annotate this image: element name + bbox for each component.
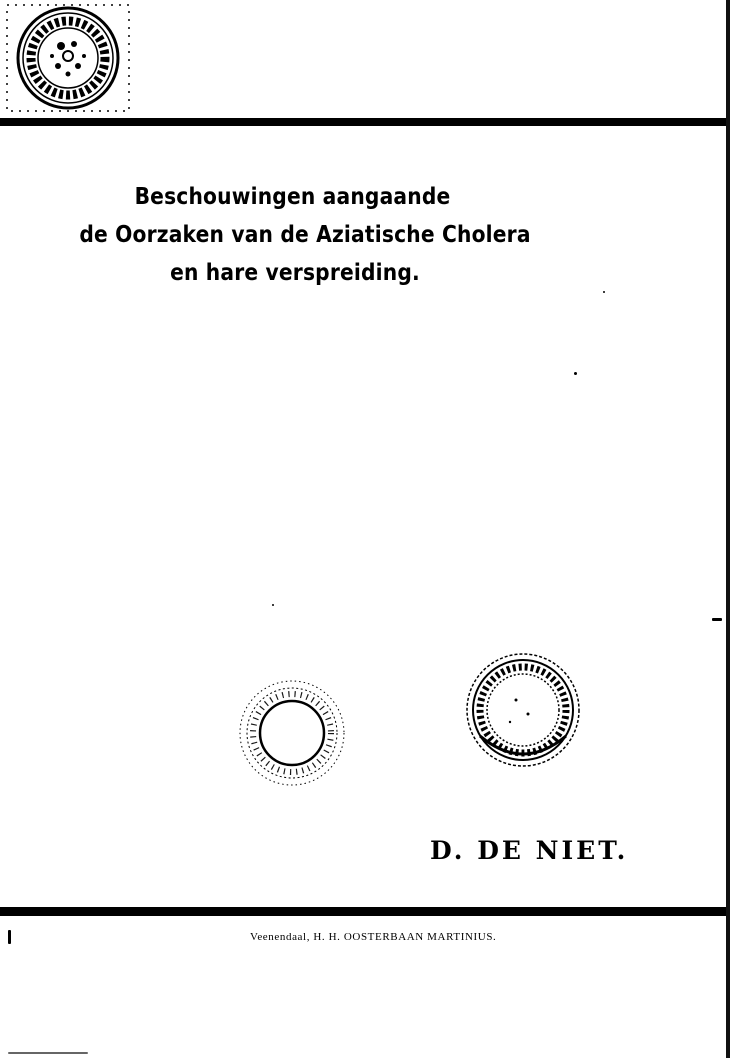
- scan-speck: [8, 1052, 88, 1054]
- scan-speck: [603, 291, 605, 293]
- library-stamp-right: [458, 652, 588, 768]
- author-name: D. DE NIET.: [430, 836, 629, 865]
- scan-speck: [272, 604, 274, 606]
- title-line-1: Beschouwingen aangaande: [134, 184, 451, 210]
- scan-speck: [712, 618, 722, 621]
- library-stamp-left: [232, 678, 352, 788]
- publisher-imprint: Veenendaal, H. H. OOSTERBAAN MARTINIUS.: [250, 931, 497, 943]
- library-stamp-top: [6, 4, 130, 112]
- title-line-2: de Oorzaken van de Aziatische Cholera: [79, 222, 531, 248]
- scan-speck: [574, 372, 577, 375]
- bottom-rule: [0, 907, 726, 916]
- top-rule: [0, 118, 726, 126]
- scan-edge-line: [726, 0, 730, 1058]
- scan-speck: [8, 930, 11, 944]
- title-line-3: en hare verspreiding.: [170, 260, 420, 286]
